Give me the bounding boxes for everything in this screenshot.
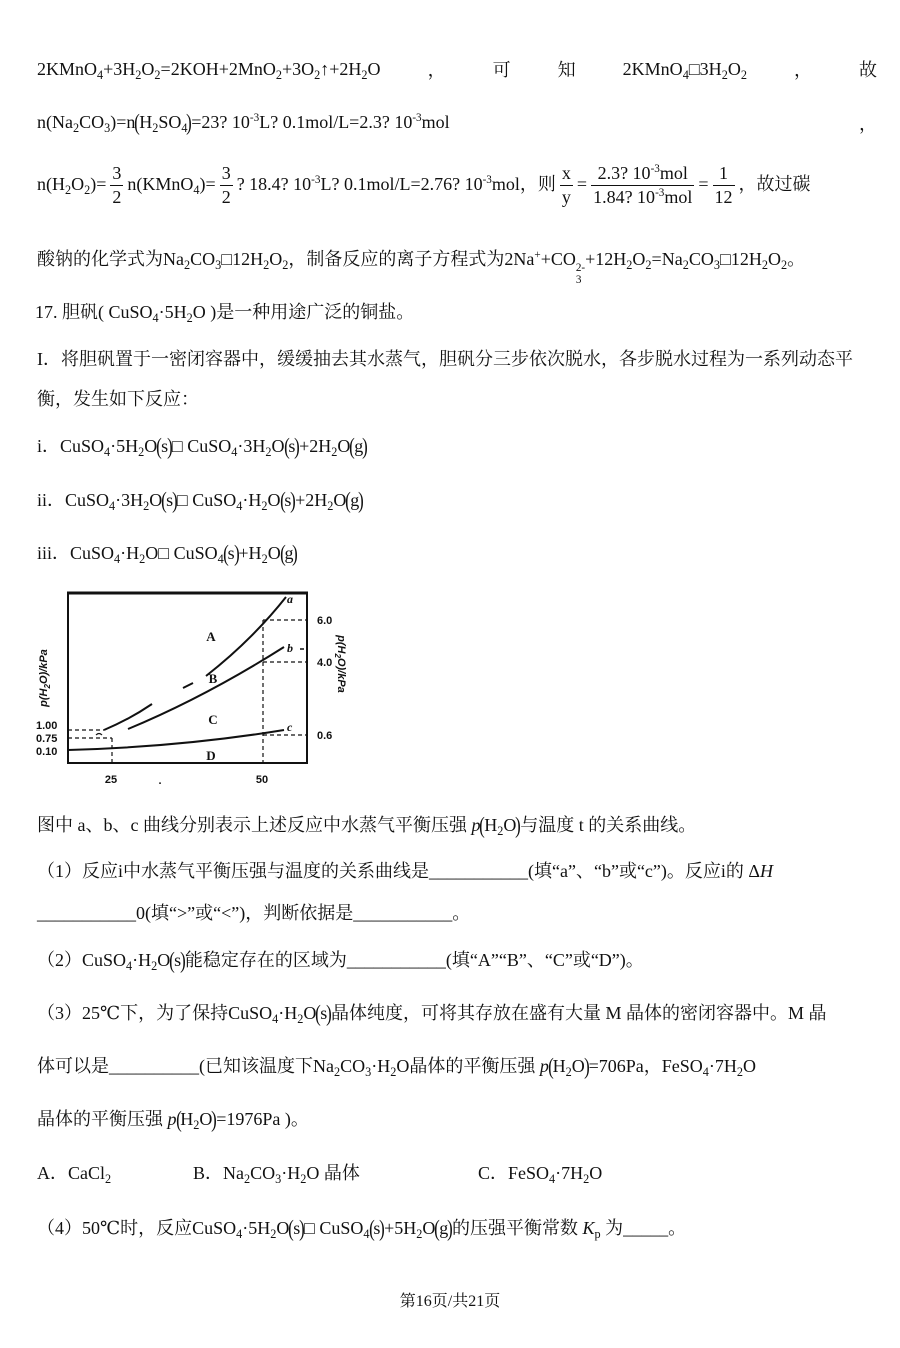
subscript: 4	[549, 1171, 556, 1186]
italic-symbol: H	[759, 861, 773, 881]
solution-line-1	[37, 55, 877, 85]
subscript: 2	[154, 67, 161, 82]
subscript: 2	[261, 551, 268, 566]
axis-label-text: p(H	[335, 635, 347, 654]
region-label-A: A	[206, 629, 216, 644]
parenthesis: )	[299, 1216, 305, 1243]
subscript: 2	[361, 67, 368, 82]
curve-b	[128, 647, 284, 729]
denominator: 12	[714, 187, 733, 208]
subscript: 2	[331, 444, 338, 459]
subscript: 4	[702, 1064, 709, 1079]
subscript: 2	[84, 182, 91, 197]
sub-question-1-line-2: ___________0(填“>”或“<”)，判断依据是___________。	[37, 903, 471, 923]
reaction-i: i．$CuSO_4\cdot 5H_2O(s)□$ $CuSO_4\cdot 3H_2O(s)+2H_2O(g)$	[37, 434, 368, 461]
subscript: 2	[138, 444, 145, 459]
axis-label-text: O)/kPa	[335, 657, 347, 693]
subscript: 2	[314, 67, 321, 82]
subscript: 2	[416, 1226, 423, 1241]
curve-c	[68, 730, 284, 750]
equation-kmno4-h2o2: $2KMnO_4+3H_2O_2=2KOH+2MnO_2+3O_2↑+2H_2O$	[37, 59, 381, 82]
curve-label-a: a	[287, 592, 293, 606]
sub-question-2: $(2)CuSO_4\cdot H_2O(s)$能稳定存在的区域为___________(填“A”“B”、“C”或“D”)。	[37, 948, 644, 975]
subscript: 4	[363, 1226, 370, 1241]
subscript: 2	[105, 1171, 112, 1186]
curve-label-c: c	[287, 720, 293, 734]
fraction	[560, 162, 573, 210]
parenthesis: (	[156, 434, 162, 461]
left-tick-0.10: 0.10	[36, 746, 58, 758]
sub-question-1-line-1: （1）反应i中水蒸气平衡压强与温度的关系曲线是___________(填“a”、“b”或“c”)。反应i的 ΔH	[37, 861, 773, 881]
parenthesis: )	[233, 541, 240, 568]
subscript: 2	[390, 1064, 397, 1079]
left-tick-0.75: 0.75	[36, 733, 58, 745]
curve-a	[104, 704, 152, 730]
subscript: 2	[152, 120, 159, 135]
moles-na2co3-calculation: $n(Na_2CO_3)=n(H_2SO_4)=23$? $10^{-3}L$? 0.1mol/L=2.3? $10^{-3}mol$	[37, 110, 450, 137]
numerator: 2.3? $10^{-3}mol$	[591, 162, 694, 186]
parenthesis: )	[180, 948, 186, 975]
subscript: 3	[575, 273, 582, 286]
subscript: 2	[300, 1171, 307, 1186]
small-mark	[96, 734, 102, 736]
parenthesis: )	[379, 1216, 386, 1243]
subscript: 2	[275, 67, 282, 82]
superscript: -3	[311, 174, 321, 187]
parenthesis: (	[169, 948, 175, 975]
numerator: x	[560, 162, 573, 186]
subscript: 2	[184, 257, 191, 272]
sub-question-3-line-2: 体可以是__________(已知该温度下$Na_2CO_3\cdot H_2O$晶体的平衡压强 $p(H_2O)=706Pa$，$FeSO_4\cdot 7H_2O$	[37, 1054, 757, 1081]
parenthesis: (	[368, 1216, 375, 1243]
subscript: 2	[645, 257, 652, 272]
subscript: 2	[193, 1117, 200, 1132]
text-char: 故	[859, 60, 877, 80]
subscript: 2	[761, 257, 768, 272]
subscript: 2	[583, 1171, 590, 1186]
sub-superscript	[576, 263, 585, 286]
italic-symbol: p	[167, 1109, 177, 1129]
italic-symbol: K	[582, 1218, 595, 1238]
ratio-kmno4-h2o2: $2KMnO_4□3H_2O_2$	[622, 59, 747, 82]
subscript: 4	[97, 67, 104, 82]
subscript: 3	[365, 1064, 372, 1079]
question-17-stem: 17. 胆矾( $CuSO_4\cdot 5H_2O$ )是一种用途广泛的铜盐。	[35, 302, 415, 325]
fraction	[591, 162, 694, 210]
parenthesis: )	[362, 434, 368, 461]
subscript: 2	[265, 444, 272, 459]
italic-symbol: p	[471, 815, 481, 835]
subscript: 3	[713, 257, 720, 272]
parenthesis: )	[326, 1001, 332, 1028]
fraction	[110, 162, 123, 210]
right-tick-0.6: 0.6	[317, 730, 333, 742]
superscript: +	[534, 249, 541, 262]
left-tick-1.00: 1.00	[36, 720, 58, 732]
superscript: -3	[482, 174, 492, 187]
page-footer: 第16页/共21页	[399, 1293, 501, 1310]
subscript: 2	[327, 498, 334, 513]
left-axis-label	[38, 649, 52, 708]
subscript: 2	[261, 498, 268, 513]
solution-line-3: $n(H_2O_2)=$ $\frac{3}{2}$ n(KMnO$_4$)= $\frac{3}{2}$ ? 18.4? $10^{-3}L$? 0.1mol/L=2.76? $10^{-3}mol$，则 $\frac{x}{y}$ = $\frac{2.3? 10^{-3}mol}{1.84? 10^{-3}mol}$ = $\frac{1}{12}$ ，故过碳	[37, 162, 811, 210]
sub-question-3-line-1: （3）25℃下，为了保持$CuSO_4\cdot H_2O(s)$晶体纯度，可将其存放在盛有大量 M 晶体的密闭容器中。M 晶	[37, 1001, 827, 1028]
part-1-intro-line-2: 衡，发生如下反应：	[37, 389, 199, 409]
parenthesis: (	[288, 1216, 295, 1243]
subscript: 2	[270, 1226, 277, 1241]
subscript: 2	[151, 958, 158, 973]
parenthesis: (	[279, 541, 286, 568]
superscript: 2-	[575, 262, 586, 275]
subscript: 4	[126, 958, 133, 973]
subscript: 4	[236, 498, 243, 513]
parenthesis: )	[186, 110, 193, 137]
parenthesis: (	[175, 1107, 182, 1134]
superscript: -3	[249, 112, 260, 125]
subscript: p	[594, 1226, 601, 1241]
axis-label-subscript: 2	[43, 684, 52, 689]
subscript: 2	[333, 1064, 341, 1079]
denominator: y	[561, 187, 571, 208]
parenthesis: )	[292, 541, 299, 568]
solution-line-4: 酸钠的化学式为$Na_2CO_3□12H_2O_2$，制备反应的离子方程式为2Na++CO 3 2- $+12H_2O_2=Na_2CO_3□12H_2O_2$。	[37, 249, 806, 286]
vapor-pressure-figure	[0, 580, 360, 805]
subscript: 2	[139, 551, 146, 566]
subscript: 4	[109, 498, 116, 513]
subscript: 2	[72, 120, 80, 135]
solution-line-2	[37, 108, 877, 139]
parenthesis: (	[315, 1001, 322, 1028]
parenthesis: (	[279, 488, 286, 515]
denominator: 2	[112, 187, 122, 208]
punctuation: ，	[427, 60, 446, 80]
curve-a-fragment	[183, 683, 193, 688]
subscript: 2	[740, 67, 747, 82]
subscript: 2	[297, 1011, 304, 1026]
parenthesis: )	[167, 434, 173, 461]
text-char: 知	[557, 60, 576, 80]
parenthesis: (	[349, 434, 356, 461]
subscript: 2	[186, 310, 193, 325]
right-tick-6.0: 6.0	[317, 615, 333, 627]
fraction	[220, 162, 233, 210]
part-1-intro-line-1: I．将胆矾置于一密闭容器中，缓缓抽去其水蒸气，胆矾分三步依次脱水，各步脱水过程为一系列动态平	[37, 349, 853, 369]
subscript: 2	[143, 498, 150, 513]
parenthesis: (	[283, 434, 290, 461]
parenthesis: )	[294, 434, 301, 461]
subscript: 3	[275, 1171, 282, 1186]
parenthesis: )	[211, 1107, 218, 1134]
subscript: 4	[181, 120, 188, 135]
parenthesis: )	[358, 488, 364, 515]
subscript: 2	[721, 67, 728, 82]
region-label-B: B	[208, 671, 218, 686]
fraction	[713, 162, 735, 210]
sub-question-3-line-3: 晶体的平衡压强 $p(H_2O)=1976Pa$ )。	[37, 1107, 309, 1134]
parenthesis: (	[479, 813, 486, 840]
parenthesis: )	[172, 488, 178, 515]
subscript: 2	[565, 1064, 572, 1079]
curve-a-upper	[206, 597, 286, 676]
subscript: 4	[231, 444, 238, 459]
subscript: 2	[682, 257, 689, 272]
option-b: B．$Na_2CO_3\cdot H_2O$ 晶体	[193, 1163, 360, 1186]
subscript: 2	[65, 182, 72, 197]
parenthesis: )	[583, 1054, 590, 1081]
numerator: 3	[110, 162, 123, 186]
superscript: -3	[412, 112, 422, 125]
italic-symbol: p	[539, 1056, 549, 1076]
x-tick-25: 25	[104, 774, 118, 786]
parenthesis: (	[222, 541, 229, 568]
right-tick-4.0: 4.0	[317, 657, 333, 669]
parenthesis: (	[161, 488, 167, 515]
subscript: 4	[152, 310, 159, 325]
subscript: 4	[114, 551, 121, 566]
axis-label-text: p(H	[38, 688, 50, 707]
subscript: 2	[497, 823, 504, 838]
option-a: A．CaCl$_2$	[37, 1163, 112, 1186]
subscript: 3	[104, 120, 111, 135]
subscript: 4	[682, 67, 689, 82]
subscript: 4	[193, 182, 200, 197]
subscript: 2	[736, 1064, 744, 1079]
text-char: 可	[492, 60, 511, 80]
subscript: 2	[626, 257, 633, 272]
subscript: 4	[217, 551, 224, 566]
parenthesis: (	[434, 1216, 441, 1243]
parenthesis: (	[134, 110, 141, 137]
x-tick-mark: .	[158, 775, 162, 787]
reaction-ii: ii．$CuSO_4\cdot 3H_2O(s)□$ $CuSO_4\cdot H_2O(s)+2H_2O(g)$	[37, 488, 364, 515]
subscript: 2	[244, 1171, 251, 1186]
subscript: 4	[104, 444, 111, 459]
right-axis-label	[333, 634, 347, 693]
axis-label-subscript: 2	[333, 653, 342, 658]
option-c: C．$FeSO_4\cdot 7H_2O$	[478, 1163, 603, 1186]
x-tick-50: 50	[255, 774, 269, 786]
parenthesis: (	[547, 1054, 554, 1081]
subscript: 3	[215, 257, 222, 272]
superscript: -3	[650, 163, 660, 176]
reaction-iii: iii．$CuSO_4\cdot H_2O□$ $CuSO_4(s)+H_2O(g)$	[37, 541, 299, 568]
subscript: 2	[780, 257, 788, 272]
numerator: 3	[220, 162, 233, 186]
region-label-D: D	[206, 748, 216, 763]
numerator: 1	[713, 162, 735, 186]
parenthesis: (	[345, 488, 352, 515]
subscript: 2	[263, 257, 270, 272]
subscript: 2	[135, 67, 142, 82]
denominator: 1.84? $10^{-3}mol$	[593, 187, 693, 208]
superscript: -3	[655, 187, 665, 200]
figure-caption: 图中 a、b、c 曲线分别表示上述反应中水蒸气平衡压强 $p(H_2O)$与温度 t 的关系曲线。	[37, 813, 697, 840]
punctuation: ，	[859, 113, 877, 134]
subscript: 4	[236, 1226, 243, 1241]
axis-label-text: O)/kPa	[38, 649, 50, 685]
parenthesis: )	[515, 813, 522, 840]
curve-label-b: b	[287, 641, 293, 655]
denominator: 2	[221, 187, 231, 208]
punctuation: ，	[793, 60, 812, 80]
parenthesis: )	[447, 1216, 453, 1243]
sub-question-4: （4）50℃时，反应$CuSO_4\cdot 5H_2O(s)□$ $CuSO_4(s)+5H_2O(g)$的压强平衡常数 $K_p$ 为_____。	[37, 1216, 687, 1243]
subscript: 4	[272, 1011, 279, 1026]
parenthesis: )	[290, 488, 297, 515]
region-label-C: C	[208, 712, 218, 727]
subscript: 2	[282, 257, 289, 272]
